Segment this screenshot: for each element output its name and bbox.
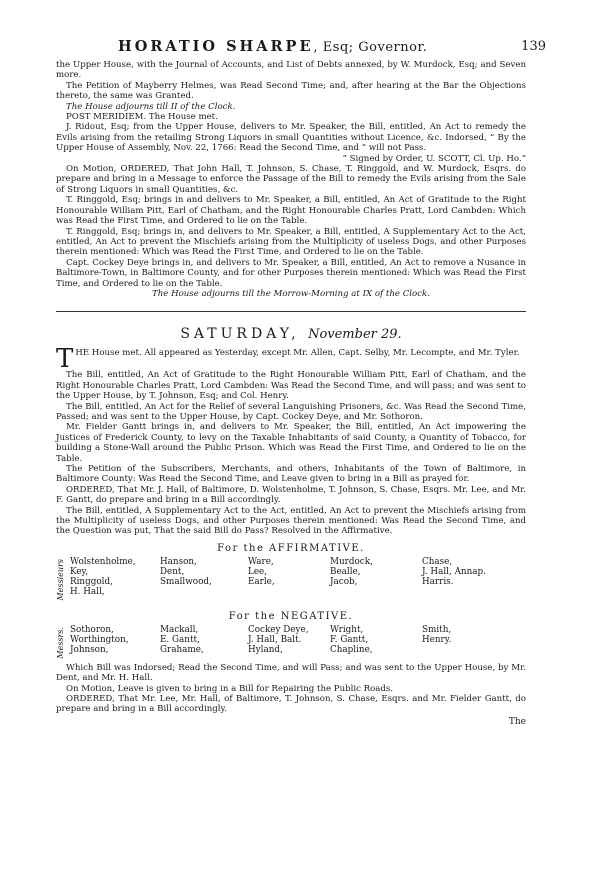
vote-name: J. Hall, Balt. [248,634,302,645]
drop-cap: T [56,344,74,375]
adjournment-note: The House adjourns till II of the Clock. [66,101,236,112]
paragraph: the Upper House, with the Journal of Accounts, and List of Debts annexed, by W. Murdock, Esq; and Seven more. [56,60,526,81]
paragraph: Mr. Fielder Gantt brings in, and delivers to Mr. Speaker, the Bill, entitled, An Act impowering the Justices of Frederick County, to levy on the Taxable Inhabitants of said County, a Quantity of Tobacco, for building a Stone-Wall around the Public Prison. Which was Read the First Time, and Ordered to lie on the Table. [56,422,526,464]
vote-name: Hanson, [160,556,197,567]
paragraph: On Motion, ORDERED, That John Hall, T. Johnson, S. Chase, T. Ringgold, and W. Murdock, Esqrs. do prepare and bring in a Message to enforce the Passage of the Bill to remedy the Evils arising from the Sale of Strong Liquors in small Quantities, &c. [56,164,526,195]
vote-name: Jacob, [330,576,358,587]
paragraph: The Petition of the Subscribers, Merchants, and others, Inhabitants of the Town of Baltimore, in Baltimore County: Was Read the Second Time, and Leave given to bring in a Bill as prayed for. [56,464,526,485]
vote-name: Henry. [422,634,452,645]
paragraph-with-dropcap [56,344,526,375]
day-date: November 29. [308,327,402,343]
paragraph: T. Ringgold, Esq; brings in and delivers to Mr. Speaker, a Bill, entitled, An Act of Gratitude to the Right Honourable William Pitt, Earl of Chatham, and the Right Honourable Charles Pratt, Lord Cambden: Which was Read the First Time, and Ordered to lie on the Table. [56,195,526,227]
vote-name: Grahame, [160,644,204,655]
negative-heading: For the NEGATIVE. [228,610,354,622]
vote-name: Earle, [248,576,275,587]
vote-name: Chapline, [330,644,373,655]
day-name: SATURDAY, [180,326,300,343]
affirmative-heading: For the AFFIRMATIVE. [217,542,365,554]
vote-name: Ringgold, [70,576,113,587]
paragraph: The Petition of Mayberry Helmes, was Read Second Time; and, after hearing at the Bar the Objections thereto, the same was Granted. [56,80,526,102]
running-title-name: HORATIO SHARPE [118,38,314,55]
vote-name: Key, [70,566,89,577]
session-heading: POST MERIDIEM. The House met. [66,112,218,123]
vote-name: Smallwood, [160,576,212,587]
paragraph: The Bill, entitled, An Act of Gratitude to the Right Honourable William Pitt, Earl of Chatham, and the Right Honourable Charles Pratt, Lord Cambden: Was Read the Second Time, and will pass; and was sent to the Upper House, by T. Johnson, Esq; and Col. Henry. [56,370,526,402]
paragraph: ORDERED, That Mr. Lee, Mr. Hall, of Baltimore, T. Johnson, S. Chase, Esqrs. and Mr. Fielder Gantt, do prepare and bring in a Bill accordingly. [56,694,526,715]
page-number: 139 [521,39,546,54]
vote-name: Johnson, [70,644,109,655]
vote-name: Lee, [248,566,268,577]
negative-side-label: Messrs. [56,626,65,659]
vote-name: Bealle, [330,566,361,577]
vote-column [160,557,212,587]
vote-column [248,557,275,587]
paragraph: The Bill, entitled, A Supplementary Act to the Act, entitled, An Act to prevent the Mischiefs arising from the Multiplicity of useless Dogs, and other Purposes therein mentioned: Was Read the Second Time, and the Question was put, That the said Bill do Pass? Resolved in the Affirmative. [56,505,526,537]
vote-column [422,625,451,645]
paragraph: Capt. Cockey Deye brings in, and delivers to Mr. Speaker, a Bill, entitled, An Act to remove a Nusance in Baltimore-Town, in Baltimore County, and for other Purposes therein mentioned: Which was Read the First Time, and Ordered to lie on the Table. [56,257,526,289]
vote-name: Harris. [422,576,454,587]
running-title [118,38,427,55]
vote-name: Worthington, [70,634,129,645]
vote-name: Hyland, [248,644,283,655]
vote-column [160,625,204,655]
vote-name: Dent, [160,566,185,577]
paragraph: J. Ridout, Esq; from the Upper House, delivers to Mr. Speaker, the Bill, entitled, An Act to remedy the Evils arising from the retailing Strong Liquors in small Quantities without Licence, &c. Indorsed, “ By the Upper House of Assembly, Nov. 22, 1766: Read the Second Time, and “ will not Pass. [56,122,526,154]
negative-list [56,625,526,663]
running-title-rest: , Esq; Governor. [313,40,428,55]
vote-column [248,625,309,655]
running-header [56,38,546,60]
vote-name: Sothoron, [70,624,114,635]
vote-name: F. Gantt, [330,634,369,645]
vote-name: Chase, [422,556,453,567]
vote-name: E. Gantt, [160,634,200,645]
vote-name: Murdock, [330,556,373,567]
vote-column [330,625,373,655]
vote-column [70,625,129,655]
paragraph: ORDERED, That Mr. J. Hall, of Baltimore, D. Wolstenholme, T. Johnson, S. Chase, Esqrs. Mr. Lee, and Mr. F. Gantt, do prepare and bring in a Bill accordingly. [56,484,526,506]
adjournment-note: The House adjourns till the Morrow-Morning at IX of the Clock. [152,288,430,299]
catchword: The [508,716,526,727]
vote-column [70,557,136,597]
affirmative-list [56,557,526,605]
vote-name: H. Hall, [70,586,105,597]
paragraph: The Bill, entitled, An Act for the Relief of several Languishing Prisoners, &c. Was Read the Second Time, Passed; and was sent to the Upper House, by Capt. Cockey Deye, and Mr. Sothoron. [56,401,526,422]
vote-name: Smith, [422,624,452,635]
affirmative-side-label: Messieurs [56,558,65,601]
vote-name: Mackall, [160,624,199,635]
vote-name: J. Hall, Annap. [422,566,486,577]
vote-name: Wolstenholme, [70,556,136,567]
day-heading [56,326,526,342]
vote-column [330,557,373,587]
paragraph: Which Bill was Indorsed; Read the Second Time, and will Pass; and was sent to the Upper House, by Mr. Dent, and Mr. H. Hall. [56,662,526,684]
section-divider [56,311,526,312]
document-page [56,38,546,727]
paragraph-text: HE House met. All appeared as Yesterday, except Mr. Allen, Capt. Selby, Mr. Lecompte, and Mr. Tyler. [75,348,520,359]
vote-name: Cockey Deye, [248,624,309,635]
vote-column [422,557,486,587]
vote-name: Wright, [330,624,364,635]
vote-name: Ware, [248,556,274,567]
paragraph: On Motion, Leave is given to bring in a Bill for Repairing the Public Roads. [66,683,394,694]
signature-line: “ Signed by Order, U. SCOTT, Cl. Up. Ho.” [342,153,526,164]
paragraph: T. Ringgold, Esq; brings in, and delivers to Mr. Speaker, a Bill, entitled, A Supplementary Act to the Act, entitled, An Act to prevent the Mischiefs arising from the Multiplicity of useless Dogs, and other Purposes therein mentioned: Which was Read the First Time, and Ordered to lie on the Table. [56,226,526,258]
